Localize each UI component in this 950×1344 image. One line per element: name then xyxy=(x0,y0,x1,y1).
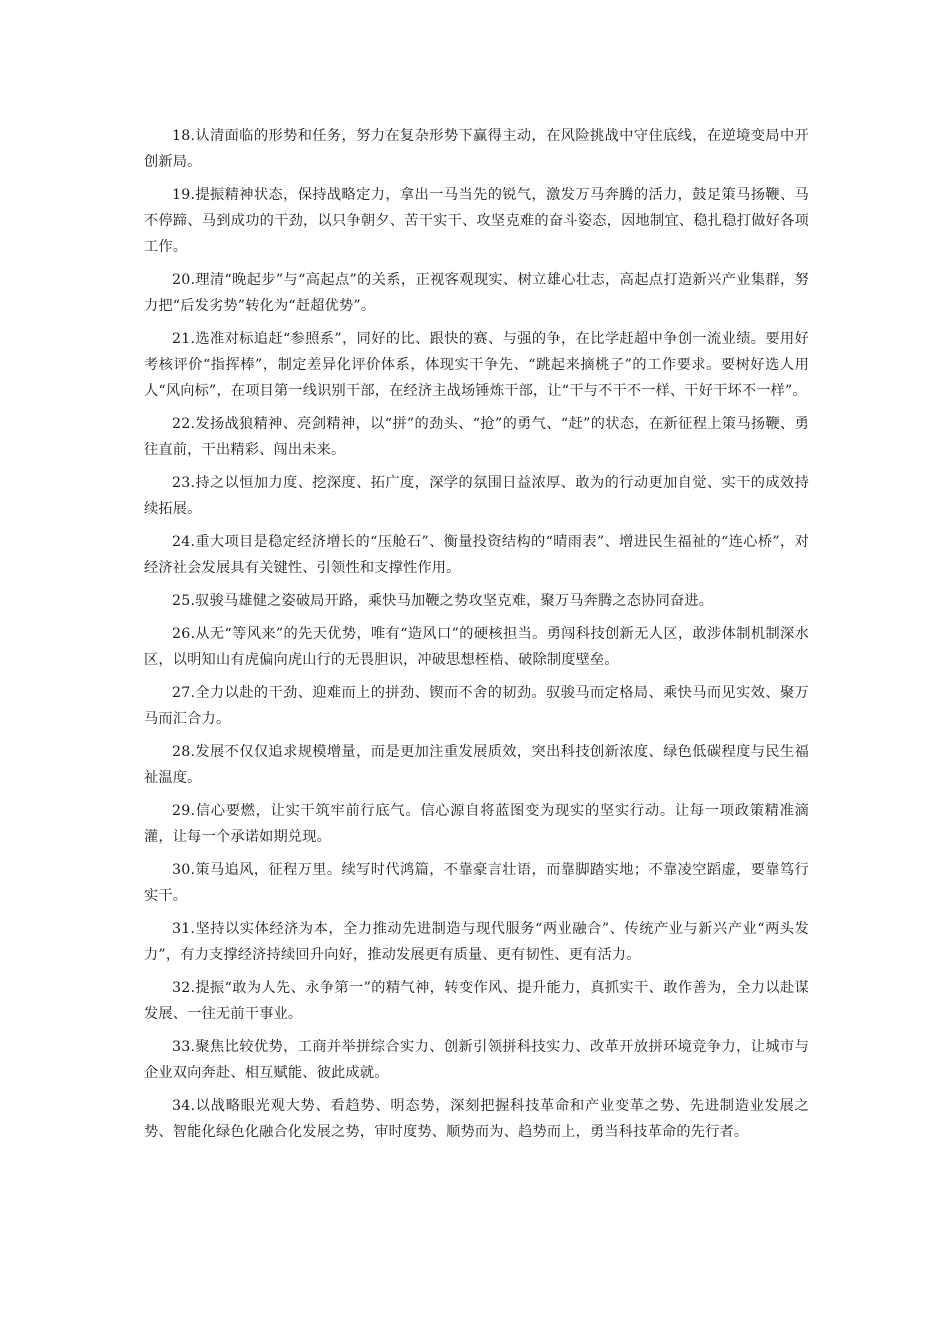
paragraph-18: 18.认清面临的形势和任务，努力在复杂形势下赢得主动，在风险挑战中守住底线，在逆境变局中开创新局。 xyxy=(144,128,809,170)
paragraph-32: 32.提振“敢为人先、永争第一”的精气神，转变作风、提升能力，真抓实干、敢作善为，全力以赴谋发展、一往无前干事业。 xyxy=(144,980,809,1022)
document-body xyxy=(144,123,809,1152)
paragraph-31: 31.坚持以实体经济为本，全力推动先进制造与现代服务“两业融合”、传统产业与新兴产业“两头发力”，有力支撑经济持续回升向好，推动发展更有质量、更有韧性、更有活力。 xyxy=(144,921,809,963)
paragraph-33: 33.聚焦比较优势，工商并举拼综合实力、创新引领拼科技实力、改革开放拼环境竞争力，让城市与企业双向奔赴、相互赋能、彼此成就。 xyxy=(144,1039,809,1081)
paragraph-25: 25.驭骏马雄健之姿破局开路，乘快马加鞭之势攻坚克难，聚万马奔腾之态协同奋进。 xyxy=(172,593,714,609)
paragraph-23: 23.持之以恒加力度、挖深度、拓广度，深学的氛围日益浓厚、敢为的行动更加自觉、实干的成效持续拓展。 xyxy=(144,475,809,517)
paragraph-26: 26.从无“等风来”的先天优势，唯有“造风口”的硬核担当。勇闯科技创新无人区，敢涉体制机制深水区，以明知山有虎偏向虎山行的无畏胆识，冲破思想桎梏、破除制度壁垒。 xyxy=(144,626,809,668)
paragraph-19: 19.提振精神状态，保持战略定力，拿出一马当先的锐气，激发万马奔腾的活力，鼓足策马扬鞭、马不停蹄、马到成功的干劲，以只争朝夕、苦干实干、攻坚克难的奋斗姿态，因地制宜、稳扎稳打做好各项工作。 xyxy=(144,187,809,255)
paragraph-29: 29.信心要燃，让实干筑牢前行底气。信心源自将蓝图变为现实的坚实行动。让每一项政策精准滴灌，让每一个承诺如期兑现。 xyxy=(144,803,809,845)
paragraph-24: 24.重大项目是稳定经济增长的“压舱石”、衡量投资结构的“晴雨表”、增进民生福祉的“连心桥”，对经济社会发展具有关键性、引领性和支撑性作用。 xyxy=(144,534,809,576)
paragraph-20: 20.理清“晚起步”与“高起点”的关系，正视客观现实、树立雄心壮志，高起点打造新兴产业集群，努力把“后发劣势”转化为“赶超优势”。 xyxy=(144,272,809,314)
paragraph-30: 30.策马追风，征程万里。续写时代鸿篇，不靠豪言壮语，而靠脚踏实地；不靠凌空蹈虚，要靠笃行实干。 xyxy=(144,862,809,904)
paragraph-34: 34.以战略眼光观大势、看趋势、明态势，深刻把握科技革命和产业变革之势、先进制造业发展之势、智能化绿色化融合化发展之势，审时度势、顺势而为、趋势而上，勇当科技革命的先行者。 xyxy=(144,1098,809,1140)
paragraph-27: 27.全力以赴的干劲、迎难而上的拼劲、锲而不舍的韧劲。驭骏马而定格局、乘快马而见实效、聚万马而汇合力。 xyxy=(144,685,809,727)
paragraph-22: 22.发扬战狼精神、亮剑精神，以“拼”的劲头、“抢”的勇气、“赶”的状态，在新征程上策马扬鞭、勇往直前，干出精彩、闯出未来。 xyxy=(144,416,809,458)
paragraph-28: 28.发展不仅仅追求规模增量，而是更加注重发展质效，突出科技创新浓度、绿色低碳程度与民生福祉温度。 xyxy=(144,744,809,786)
paragraph-21: 21.选准对标追赶“参照系”，同好的比、跟快的赛、与强的争，在比学赶超中争创一流业绩。要用好考核评价“指挥棒”，制定差异化评价体系，体现实干争先、“跳起来摘桃子”的工作要求。要树好选人用人“风向标”，在项目第一线识别干部，在经济主战场锤炼干部，让“干与不干不一样、干好干坏不一样”。 xyxy=(144,331,809,399)
